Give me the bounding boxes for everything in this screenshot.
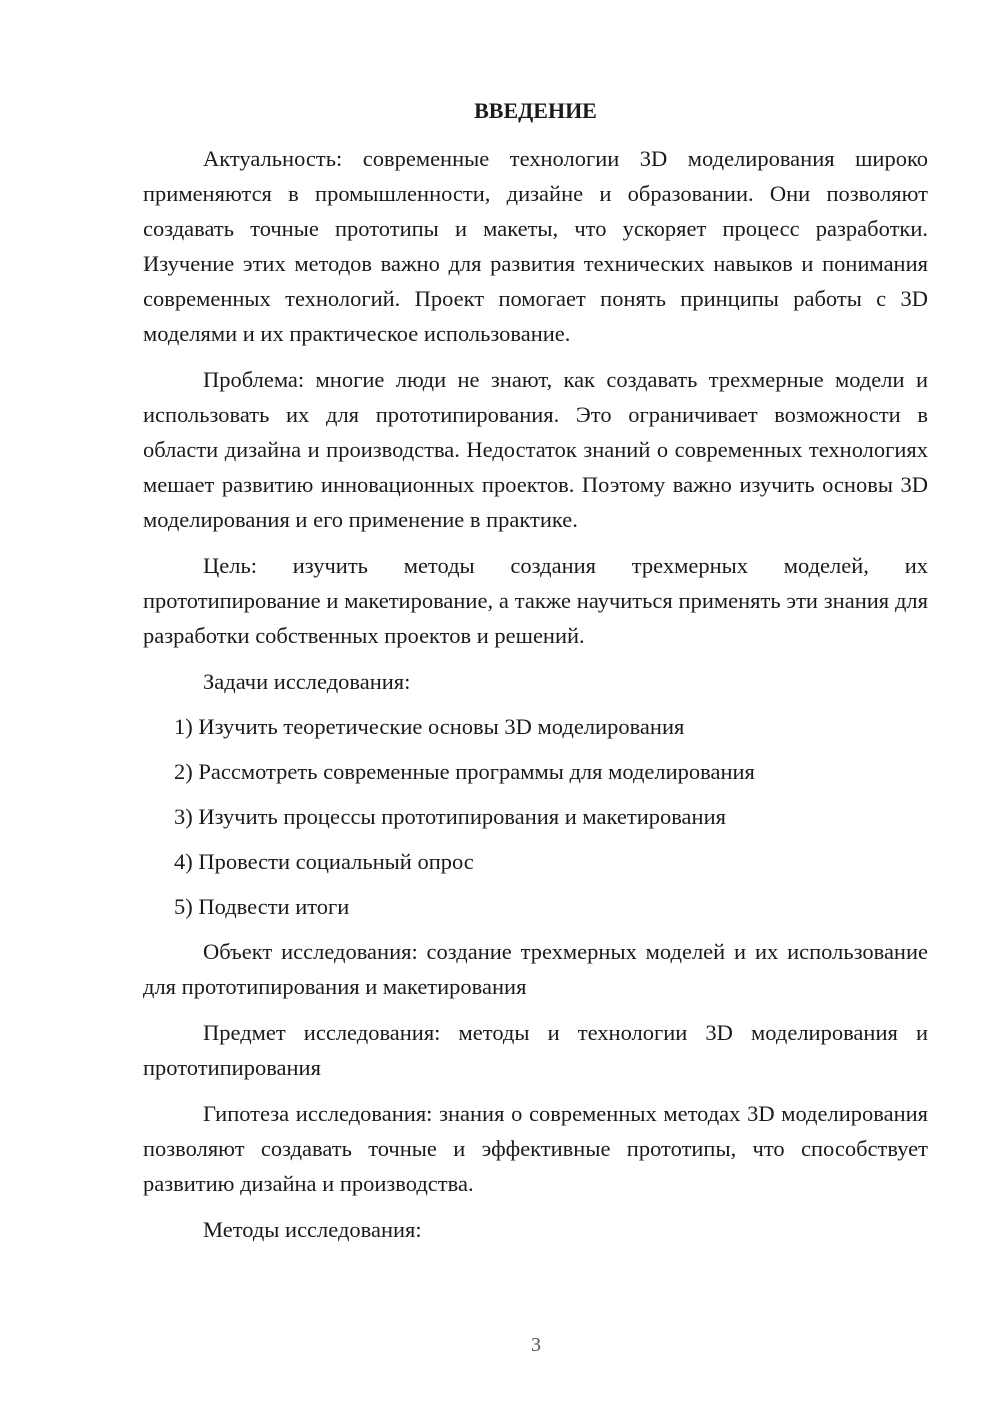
- methods-label: Методы исследования:: [203, 1217, 422, 1242]
- task-item: 5) Подвести итоги: [174, 894, 350, 919]
- goal-paragraph: Цель: изучить методы создания трехмерных моделей, их прототипирование и макетирование, а также научиться применять эти знания для разработки собственных проектов и решений.: [143, 553, 928, 648]
- task-item: 4) Провести социальный опрос: [174, 849, 474, 874]
- hypothesis-paragraph: Гипотеза исследования: знания о современных методах 3D моделирования позволяют создавать точные и эффективные прототипы, что способствует развитию дизайна и производства.: [143, 1101, 928, 1196]
- subject-paragraph: Предмет исследования: методы и технологии 3D моделирования и прототипирования: [143, 1020, 928, 1080]
- tasks-label: Задачи исследования:: [203, 669, 411, 694]
- relevance-paragraph: Актуальность: современные технологии 3D моделирования широко применяются в промышленности, дизайне и образовании. Они позволяют создавать точные прототипы и макеты, что ускоряет процесс разработки. Изучение этих методов важно для развития технических навыков и понимания современных технологий. Проект помогает понять принципы работы с 3D моделями и их практическое использование.: [143, 146, 928, 346]
- task-item: 3) Изучить процессы прототипирования и макетирования: [174, 804, 726, 829]
- object-paragraph: Объект исследования: создание трехмерных моделей и их использование для прототипирования и макетирования: [143, 939, 928, 999]
- section-heading: ВВЕДЕНИЕ: [474, 98, 597, 123]
- tasks-list: [143, 709, 928, 924]
- task-item: 1) Изучить теоретические основы 3D моделирования: [174, 714, 685, 739]
- page-content: [143, 93, 928, 1257]
- problem-paragraph: Проблема: многие люди не знают, как создавать трехмерные модели и использовать их для прототипирования. Это ограничивает возможности в области дизайна и производства. Недостаток знаний о современных технологиях мешает развитию инновационных проектов. Поэтому важно изучить основы 3D моделирования и его применение в практике.: [143, 367, 928, 532]
- page-number: 3: [531, 1334, 541, 1356]
- task-item: 2) Рассмотреть современные программы для моделирования: [174, 759, 755, 784]
